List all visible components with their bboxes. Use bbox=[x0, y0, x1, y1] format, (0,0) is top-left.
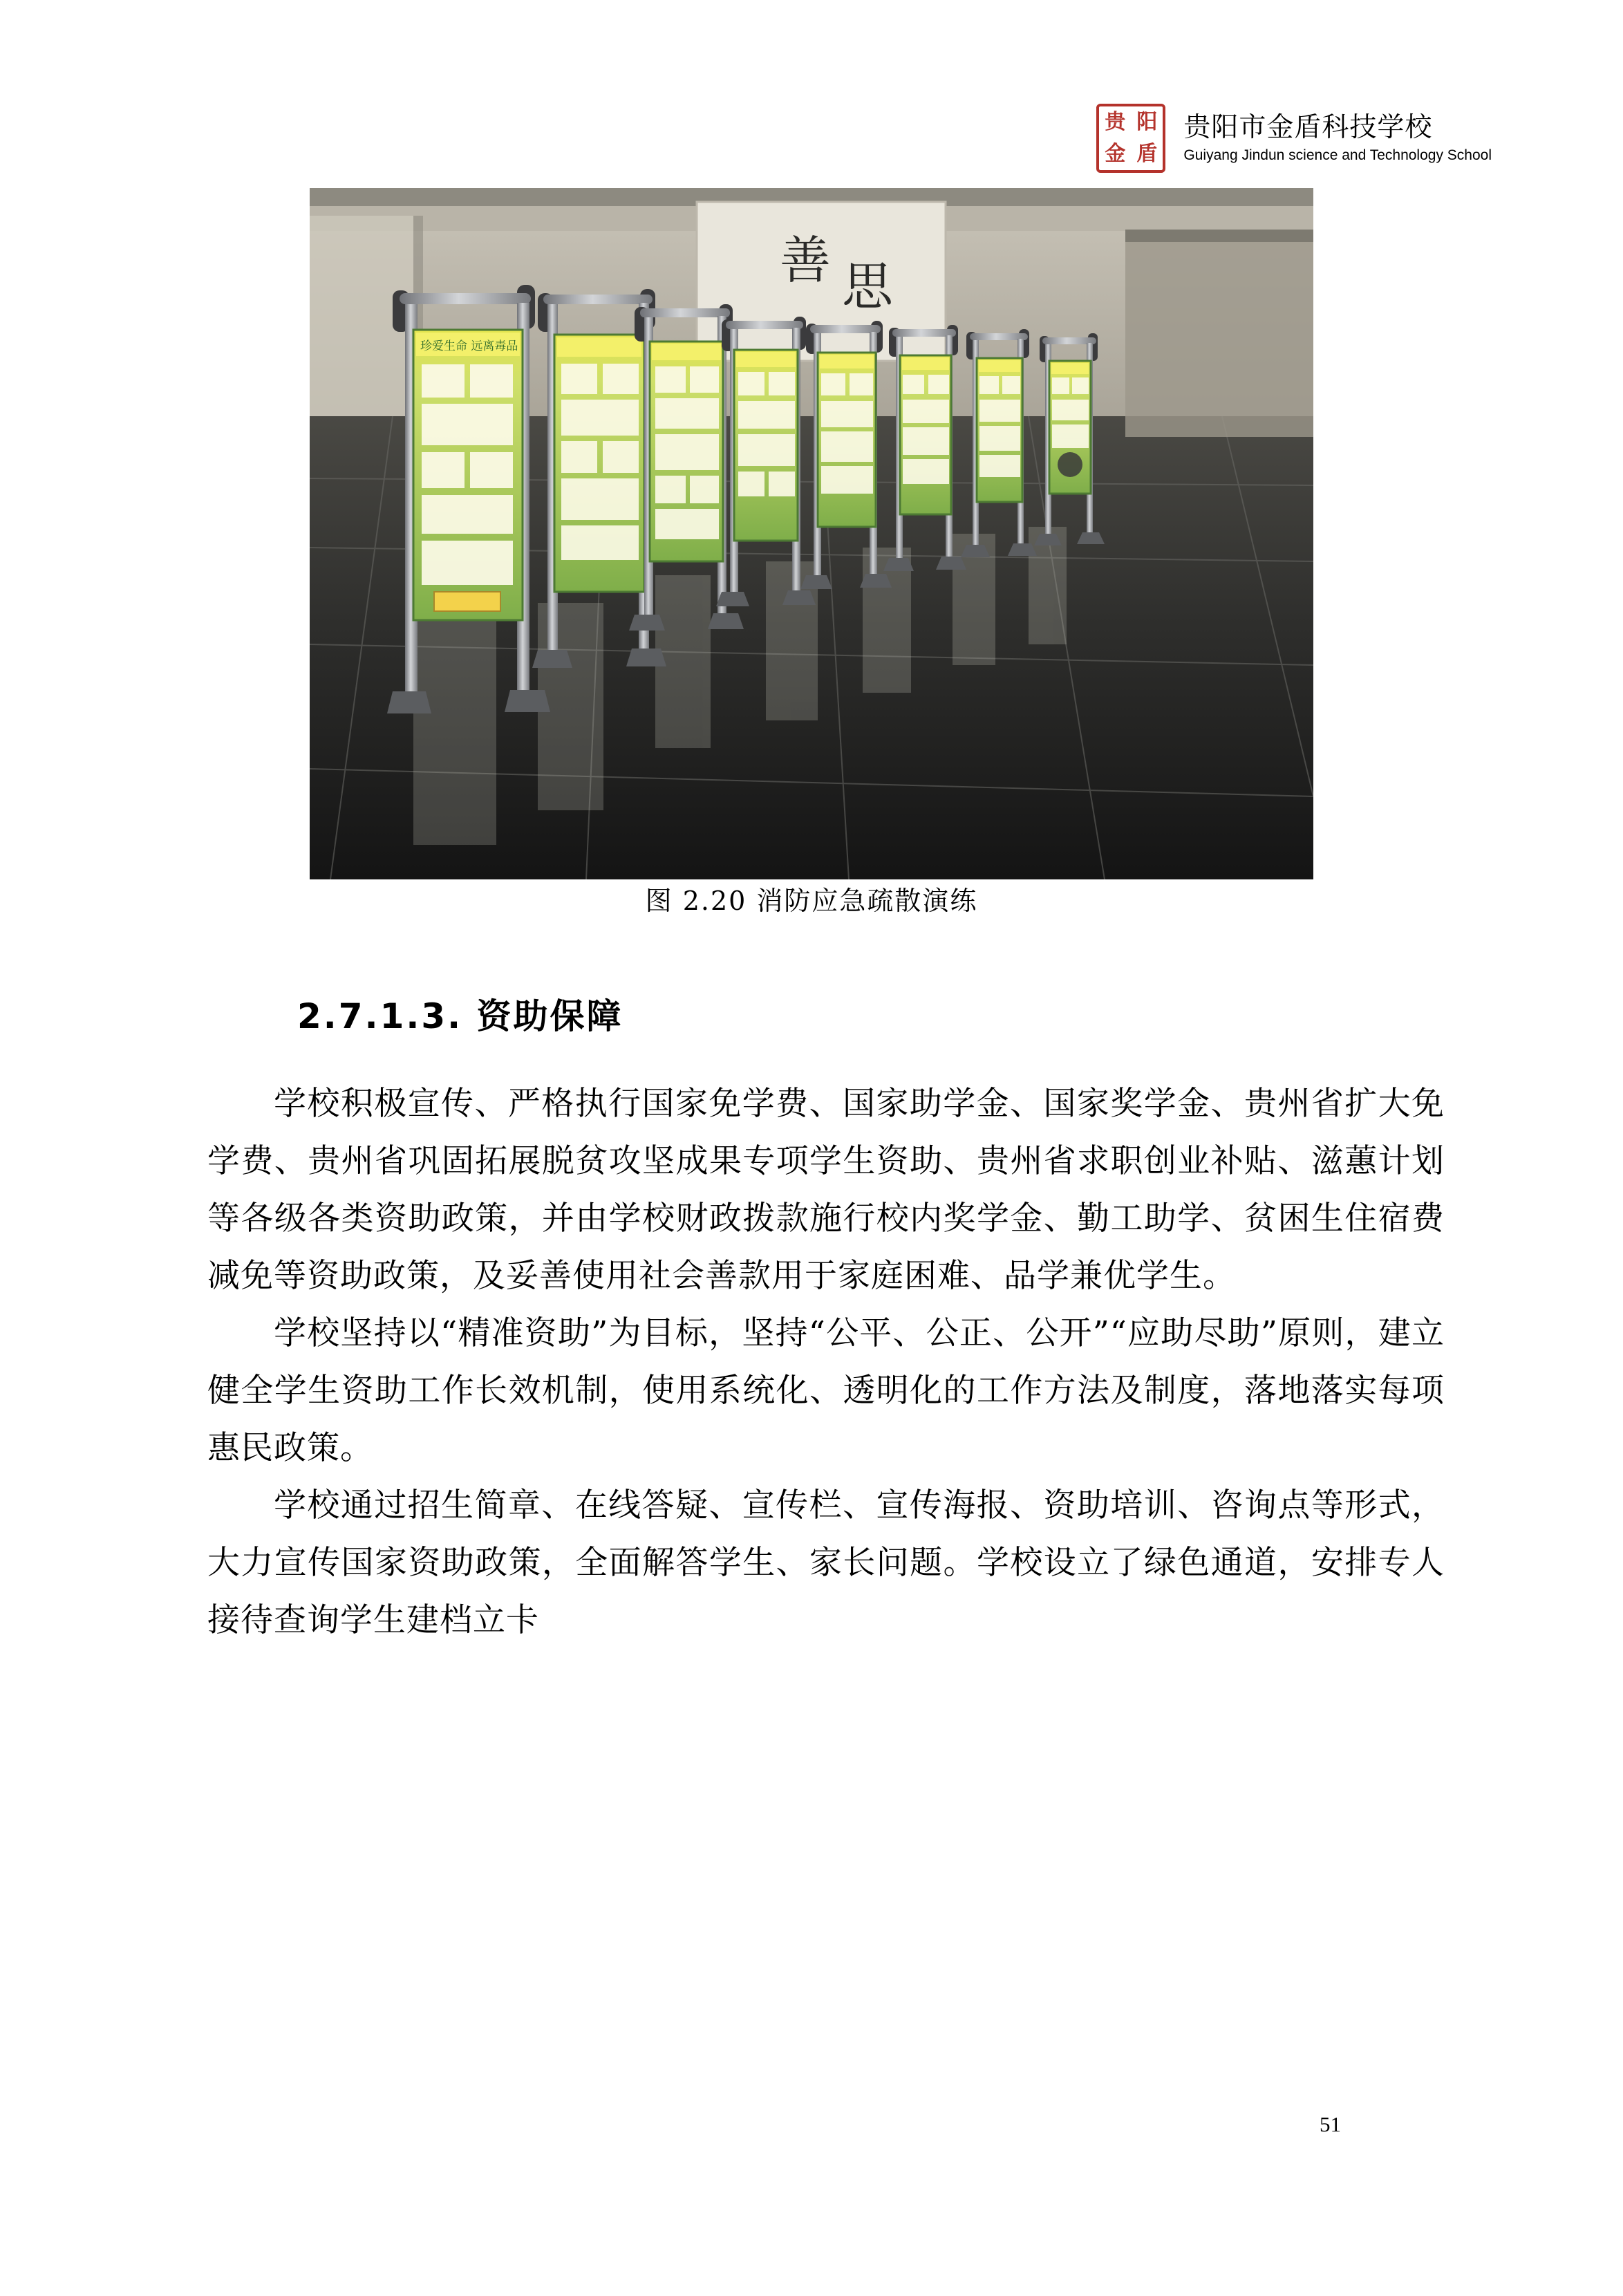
school-name-en: Guiyang Jindun science and Technology School bbox=[1183, 147, 1492, 163]
school-name-block bbox=[1183, 113, 1492, 163]
school-name-cn: 贵阳市金盾科技学校 bbox=[1183, 112, 1433, 143]
figure-caption: 图 2.20 消防应急疏散演练 bbox=[645, 886, 978, 916]
seal-char-2: 阳 bbox=[1136, 110, 1158, 134]
svg-text:珍爱生命 远离毒品: 珍爱生命 远离毒品 bbox=[420, 339, 518, 353]
body-text bbox=[207, 1075, 1445, 1649]
seal-char-1: 贵 bbox=[1105, 110, 1126, 134]
section-heading: 2.7.1.3. 资助保障 bbox=[297, 996, 623, 1036]
paragraph-2: 学校坚持以“精准资助”为目标，坚持“公平、公正、公开”“应助尽助”原则，建立健全学生资助工作长效机制，使用系统化、透明化的工作方法及制度，落地落实每项惠民政策。 bbox=[207, 1314, 1445, 1467]
svg-text:善: 善 bbox=[780, 231, 831, 290]
paragraph-3: 学校通过招生简章、在线答疑、宣传栏、宣传海报、资助培训、咨询点等形式，大力宣传国家资助政策，全面解答学生、家长问题。学校设立了绿色通道，安排专人接待查询学生建档立卡 bbox=[207, 1486, 1445, 1639]
seal-char-4: 盾 bbox=[1136, 142, 1158, 166]
paragraph-1: 学校积极宣传、严格执行国家免学费、国家助学金、国家奖学金、贵州省扩大免学费、贵州省巩固拓展脱贫攻坚成果专项学生资助、贵州省求职创业补贴、滋蕙计划等各级各类资助政策，并由学校财政拨款施行校内奖学金、勤工助学、贫困生住宿费减免等资助政策，及妥善使用社会善款用于家庭困难、品学兼优学生。 bbox=[207, 1085, 1445, 1295]
figure-image bbox=[310, 188, 1313, 879]
letterhead bbox=[1096, 104, 1492, 173]
school-seal-icon bbox=[1096, 104, 1165, 173]
page-number: 51 bbox=[1320, 2112, 1341, 2136]
seal-char-3: 金 bbox=[1105, 142, 1126, 166]
svg-text:思: 思 bbox=[842, 257, 893, 317]
